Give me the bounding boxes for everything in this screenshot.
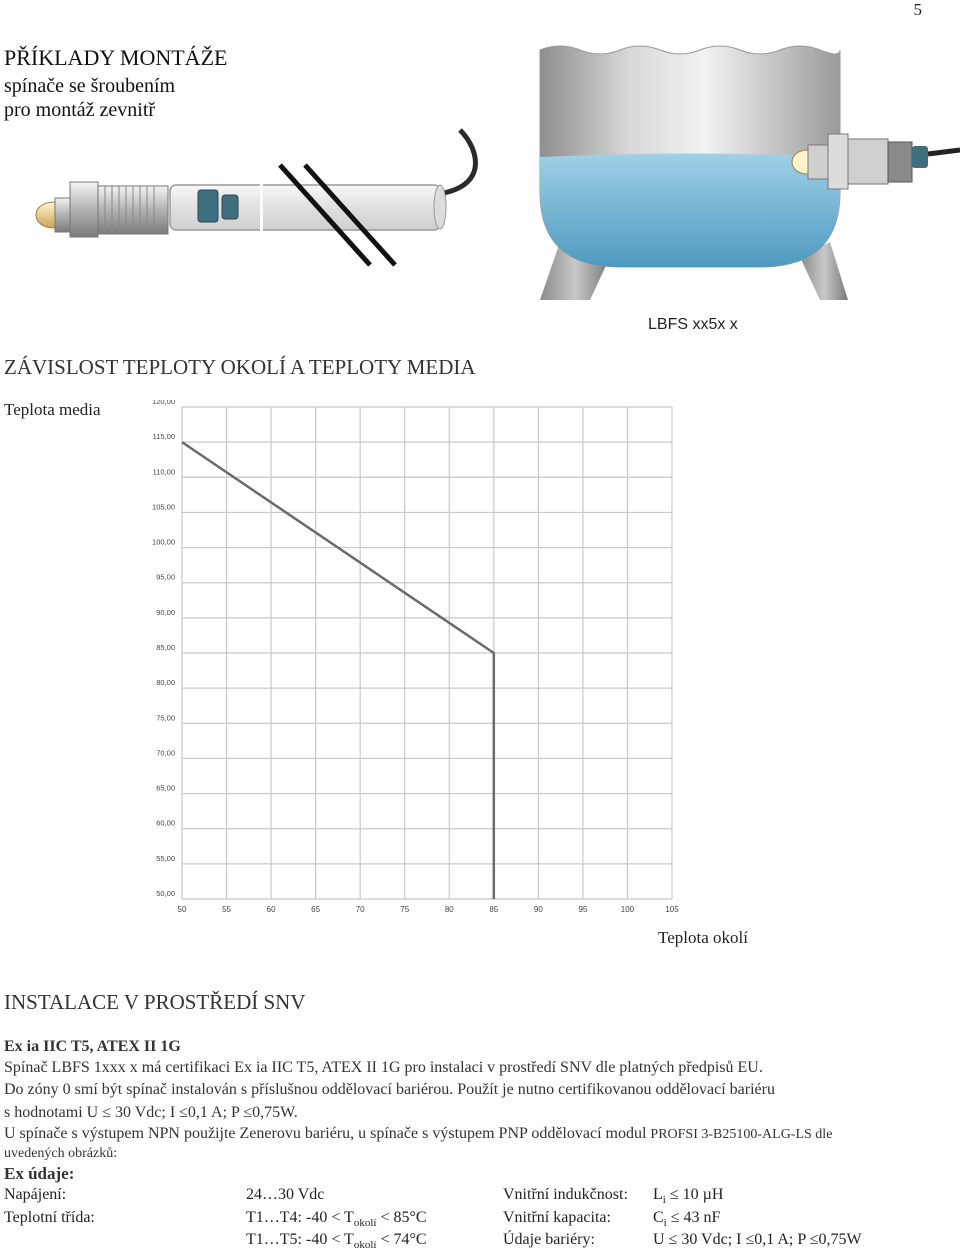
y-tick-label: 65,00 (156, 783, 175, 793)
y-tick-label: 80,00 (156, 678, 175, 688)
probe-illustration (30, 120, 490, 270)
x-tick-label: 70 (355, 905, 365, 914)
temperature-chart (150, 400, 690, 920)
model-label: LBFS xx5x x (648, 316, 738, 333)
snv-paragraph-4 (4, 1125, 832, 1143)
data-line (182, 442, 494, 899)
y-tick-label: 110,00 (152, 467, 175, 477)
barrier-module-name: PROFSI 3-B25100-ALG-LS dle (650, 1127, 833, 1142)
cert-heading: Ex ia IIC T5, ATEX II 1G (4, 1038, 181, 1055)
supply-label: Napájení: (4, 1186, 67, 1203)
temp-class-t4: T1…T4: $-40 < T_{okolí} < 85^\circ C$ (246, 1209, 427, 1230)
y-tick-label: 105,00 (152, 502, 175, 512)
capacitance-value: $C_i \le 43$ nF (653, 1209, 721, 1230)
y-tick-label: 115,00 (152, 432, 175, 442)
snv-title: INSTALACE V PROSTŘEDÍ SNV (4, 990, 306, 1014)
inductance-label: Vnitřní indukčnost: (503, 1186, 628, 1203)
temp-class-label: Teplotní třída: (4, 1209, 95, 1226)
x-tick-label: 90 (533, 905, 543, 914)
y-tick-label: 100,00 (152, 537, 175, 547)
x-tick-label: 95 (578, 905, 588, 914)
x-axis-label: Teplota okolí (658, 928, 748, 947)
y-tick-label: 90,00 (156, 607, 175, 617)
temp-class-t5: T1…T5: $-40 < T_{okolí} < 74^\circ C$ (246, 1231, 427, 1252)
dependency-title: ZÁVISLOST TEPLOTY OKOLÍ A TEPLOTY MEDIA (4, 355, 476, 379)
barrier-label: Údaje bariéry: (503, 1231, 595, 1248)
x-tick-label: 65 (311, 905, 321, 914)
ex-data-heading: Ex údaje: (4, 1164, 75, 1183)
y-axis-label: Teplota media (4, 400, 101, 419)
x-tick-label: 50 (177, 905, 187, 914)
snv-paragraph-2: Do zóny 0 smí být spínač instalován s příslušnou oddělovací bariérou. Použít je nutno certifikovanou oddělovací bariéru (4, 1081, 775, 1098)
y-tick-label: 95,00 (156, 572, 175, 582)
x-tick-label: 55 (222, 905, 231, 914)
tank-illustration (530, 42, 960, 302)
x-tick-label: 60 (266, 905, 276, 914)
snv-paragraph-1: Spínač LBFS 1xxx x má certifikaci Ex ia IIC T5, ATEX II 1G pro instalaci v prostředí SNV dle platných předpisů EU. (4, 1059, 763, 1076)
y-tick-label: 70,00 (156, 748, 175, 758)
y-tick-label: 55,00 (156, 853, 175, 863)
x-tick-label: 105 (665, 905, 679, 914)
x-tick-label: 75 (400, 905, 410, 914)
supply-value: 24…30 Vdc (246, 1186, 325, 1203)
x-tick-label: 100 (620, 905, 635, 914)
capacitance-label: Vnitřní kapacita: (503, 1209, 611, 1226)
snv-paragraph-3: s hodnotami U ≤ 30 Vdc; I ≤0,1 A; P ≤0,75W. (4, 1104, 298, 1121)
y-tick-label: 85,00 (156, 643, 175, 652)
examples-subtitle-2: pro montáž zevnitř (4, 99, 156, 121)
inductance-value: $L_i \le 10$ µH (653, 1186, 724, 1207)
x-tick-label: 80 (444, 905, 454, 914)
y-tick-label: 75,00 (156, 713, 175, 723)
examples-subtitle-1: spínače se šroubením (4, 75, 176, 97)
barrier-value: U ≤ 30 Vdc; I ≤0,1 A; P ≤0,75W (653, 1231, 862, 1248)
snv-paragraph-4-end: uvedených obrázků: (4, 1146, 118, 1161)
examples-title: PŘÍKLADY MONTÁŽE (4, 45, 228, 70)
y-tick-label: 60,00 (156, 818, 175, 828)
y-tick-label: 50,00 (156, 889, 175, 898)
page-number: 5 (913, 0, 922, 19)
y-tick-label: 120,00 (152, 400, 175, 406)
x-tick-label: 85 (489, 905, 499, 914)
snv-paragraph-4-text: U spínače s výstupem NPN použijte Zenerovu bariéru, u spínače s výstupem PNP oddělovací modul (4, 1125, 651, 1142)
